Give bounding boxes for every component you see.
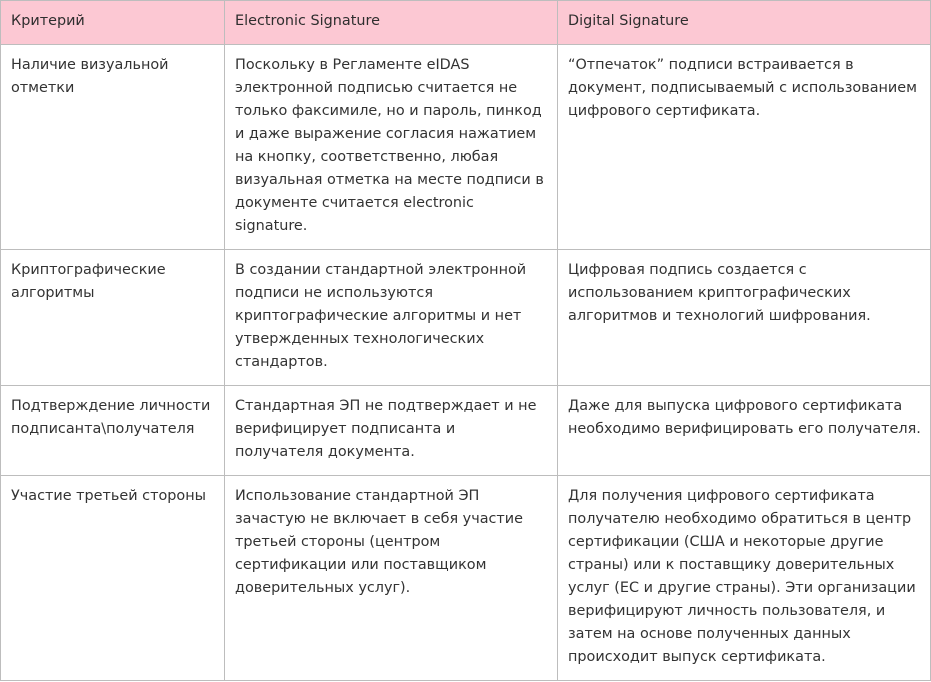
electronic-signature-cell: Поскольку в Регламенте eIDAS электронной подписью считается не только факсимиле, но и пароль, пинкод и даже выражение согласия нажатием на кнопку, соответственно, любая визуальная отметка на месте подписи в документе считается electronic signature. [225, 45, 558, 250]
electronic-signature-cell: Использование стандартной ЭП зачастую не включает в себя участие третьей стороны (центром сертификации или поставщиком доверительных услуг). [225, 476, 558, 681]
digital-signature-cell: Для получения цифрового сертификата получателю необходимо обратиться в центр сертификации (США и некоторые другие страны) или к поставщику доверительных услуг (ЕС и другие страны). Эти организации верифицируют личность пользователя, и затем на основе полученных данных происходит выпуск сертификата. [558, 476, 931, 681]
criterion-cell: Участие третьей стороны [1, 476, 225, 681]
criterion-cell: Подтверждение личности подписанта\получателя [1, 386, 225, 476]
header-criterion: Критерий [1, 1, 225, 45]
table-row [1, 45, 931, 250]
digital-signature-cell: “Отпечаток” подписи встраивается в документ, подписываемый с использованием цифрового сертификата. [558, 45, 931, 250]
criterion-cell: Наличие визуальной отметки [1, 45, 225, 250]
criterion-cell: Криптографические алгоритмы [1, 250, 225, 386]
table-row [1, 386, 931, 476]
table-row [1, 476, 931, 681]
digital-signature-cell: Даже для выпуска цифрового сертификата необходимо верифицировать его получателя. [558, 386, 931, 476]
table-row [1, 250, 931, 386]
electronic-signature-cell: В создании стандартной электронной подписи не используются криптографические алгоритмы и нет утвержденных технологических стандартов. [225, 250, 558, 386]
digital-signature-cell: Цифровая подпись создается с использованием криптографических алгоритмов и технологий шифрования. [558, 250, 931, 386]
table-header-row [1, 1, 931, 45]
electronic-signature-cell: Стандартная ЭП не подтверждает и не верифицирует подписанта и получателя документа. [225, 386, 558, 476]
header-electronic-signature: Electronic Signature [225, 1, 558, 45]
header-digital-signature: Digital Signature [558, 1, 931, 45]
